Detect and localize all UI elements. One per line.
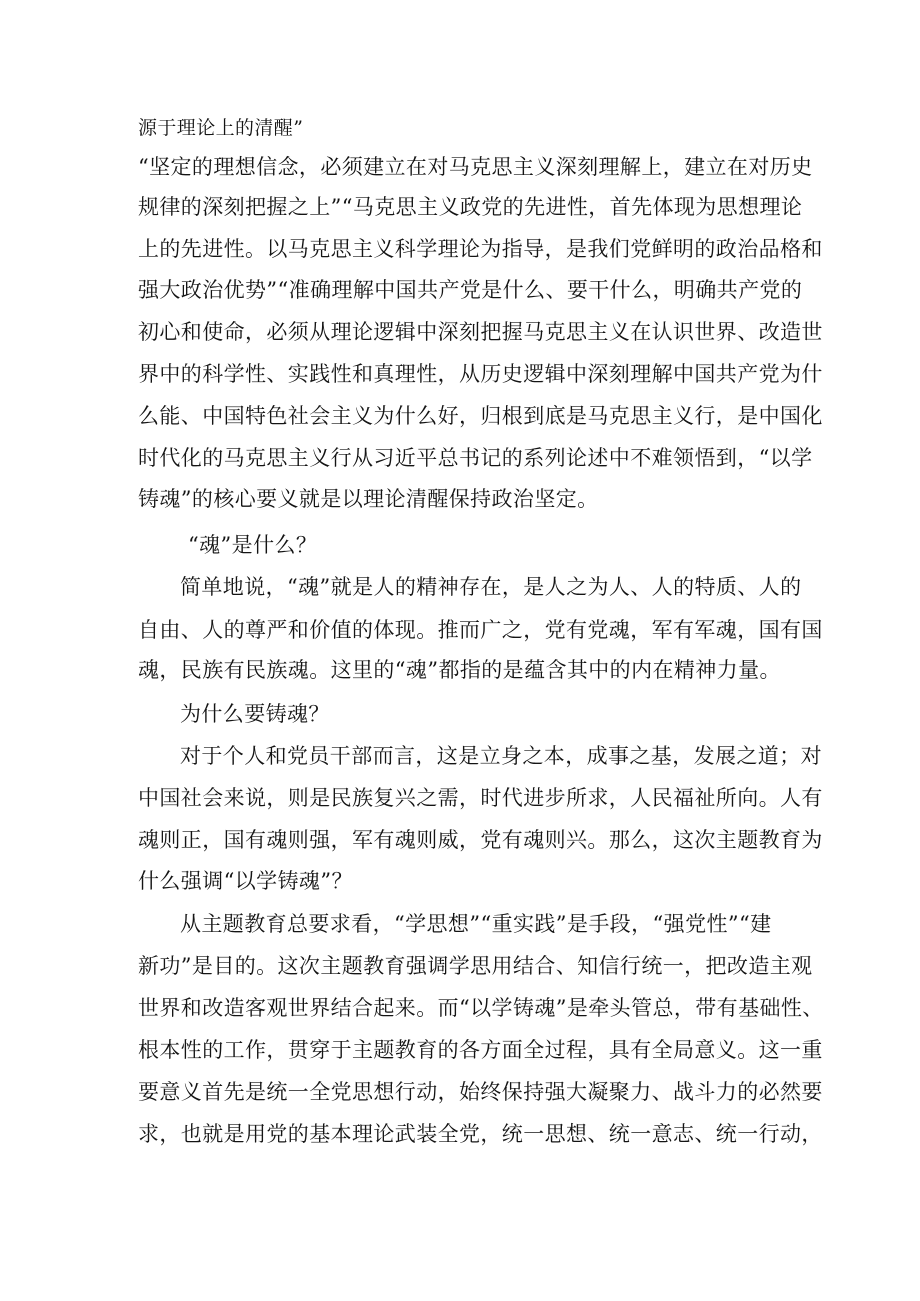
text-line: 上的先进性。以马克思主义科学理论为指导，是我们党鲜明的政治品格和 — [138, 237, 823, 261]
text-line: 界中的科学性、实践性和真理性，从历史逻辑中深刻理解中国共产党为什 — [138, 362, 823, 386]
text-line: 初心和使命，必须从理论逻辑中深刻把握马克思主义在认识世界、改造世 — [138, 320, 823, 344]
text-line: 新功”是目的。这次主题教育强调学思用结合、知信行统一，把改造主观 — [138, 954, 813, 978]
text-line: 源于理论上的清醒” — [138, 117, 304, 139]
text-line: 铸魂”的核心要义就是以理论清醒保持政治坚定。 — [138, 487, 599, 511]
text-line: 中国社会来说，则是民族复兴之需，时代进步所求，人民福祉所向。人有 — [138, 786, 823, 810]
text-line: 根本性的工作，贯穿于主题教育的各方面全过程，具有全局意义。这一重 — [138, 1038, 823, 1062]
text-line: 时代化的马克思主义行从习近平总书记的系列论述中不难领悟到，“以学 — [138, 446, 813, 470]
section-heading: “魂”是什么？ — [188, 533, 318, 557]
text-line: 求，也就是用党的基本理论武装全党，统一思想、统一意志、统一行动， — [138, 1122, 823, 1146]
text-line: 强大政治优势”“准确理解中国共产党是什么、要干什么，明确共产党的 — [138, 278, 803, 302]
section-heading: 为什么要铸魂？ — [180, 702, 330, 726]
text-line: 世界和改造客观世界结合起来。而“以学铸魂”是牵头管总，带有基础性、 — [138, 996, 824, 1020]
text-line: 简单地说，“魂”就是人的精神存在，是人之为人、人的特质、人的 — [180, 575, 802, 599]
text-line: “坚定的理想信念，必须建立在对马克思主义深刻理解上，建立在对历史 — [138, 155, 813, 179]
text-line: 自由、人的尊严和价值的体现。推而广之，党有党魂，军有军魂，国有国 — [138, 618, 823, 642]
text-line: 魂，民族有民族魂。这里的“魂”都指的是蕴含其中的内在精神力量。 — [138, 658, 781, 682]
text-line: 对于个人和党员干部而言，这是立身之本，成事之基，发展之道；对 — [180, 744, 822, 768]
text-line: 么能、中国特色社会主义为什么好，归根到底是马克思主义行，是中国化 — [138, 404, 823, 428]
text-line: 要意义首先是统一全党思想行动，始终保持强大凝聚力、战斗力的必然要 — [138, 1080, 823, 1104]
text-line: 规律的深刻把握之上”“马克思主义政党的先进性，首先体现为思想理论 — [138, 195, 803, 219]
text-line: 什么强调“以学铸魂”？ — [138, 869, 353, 893]
text-line: 从主题教育总要求看，“学思想”“重实践”是手段，“强党性”“建 — [180, 912, 772, 936]
text-line: 魂则正，国有魂则强，军有魂则威，党有魂则兴。那么，这次主题教育为 — [138, 828, 823, 852]
